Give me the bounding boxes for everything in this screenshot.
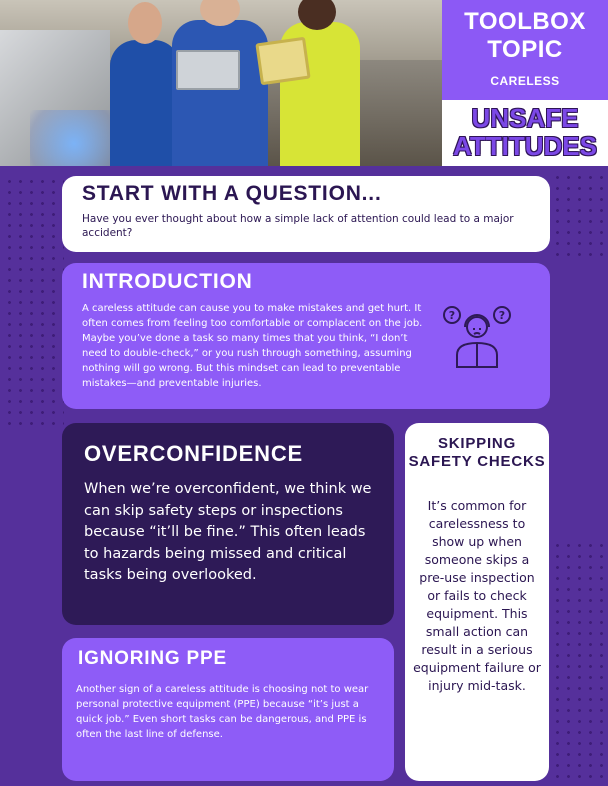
confused-worker-icon [442, 305, 512, 375]
ignoring-ppe-card [62, 638, 394, 781]
introduction-card [62, 263, 550, 409]
title-line-2: TOPIC [487, 36, 563, 63]
svg-text:?: ? [498, 309, 506, 322]
svg-text:?: ? [448, 309, 456, 322]
hero-photo [0, 0, 442, 166]
dot-pattern-top-right [552, 172, 608, 262]
introduction-heading: INTRODUCTION [82, 270, 253, 293]
tablet [255, 37, 310, 86]
ppe-heading: IGNORING PPE [78, 648, 227, 669]
skipping-heading: SKIPPING SAFETY CHECKS [408, 435, 546, 470]
skipping-safety-checks-card [405, 423, 549, 781]
dot-pattern-bottom-right [552, 540, 608, 786]
question-body: Have you ever thought about how a simple lack of attention could lead to a major accident? [82, 213, 514, 239]
title-block [442, 0, 608, 100]
ppe-body: Another sign of a careless attitude is choosing not to wear personal protective equipment (PPE) because “it’s just a quick job.” Even short tasks can be dangerous, and PPE is often the last line of defense. [76, 684, 369, 740]
subtitle-line-2: ATTITUDES [453, 131, 597, 161]
question-card [62, 176, 550, 252]
question-heading: START WITH A QUESTION... [82, 182, 382, 205]
skipping-body: It’s common for carelessness to show up when someone skips a pre-use inspection or fails to check equipment. This small action can result in a serious equipment failure or injury mid-task. [413, 498, 541, 693]
subtitle-line-1: UNSAFE [471, 103, 579, 133]
worker-left [110, 40, 180, 166]
worker-center [172, 20, 268, 166]
introduction-body: A careless attitude can cause you to make mistakes and get hurt. It often comes from feeling too comfortable or complacent on the job. Maybe you’ve done a task so many times that you think, “I don’t need to double-check,” or you rush through something, assuming nothing will go wrong. But this mindset can lead to preventable mistakes—and preventable injuries. [82, 303, 423, 389]
overconfidence-body: When we’re overconfident, we think we can skip safety steps or inspections because “it’ll be fine.” This often leads to hazards being missed and critical tasks being overlooked. [84, 481, 372, 583]
subtitle-block [442, 100, 608, 166]
overconfidence-card [62, 423, 394, 625]
kicker-text: CARELESS [490, 74, 560, 88]
title-line-1: TOOLBOX [464, 8, 586, 35]
overconfidence-heading: OVERCONFIDENCE [84, 441, 303, 466]
laptop [176, 50, 240, 90]
dot-pattern-left [4, 176, 64, 426]
